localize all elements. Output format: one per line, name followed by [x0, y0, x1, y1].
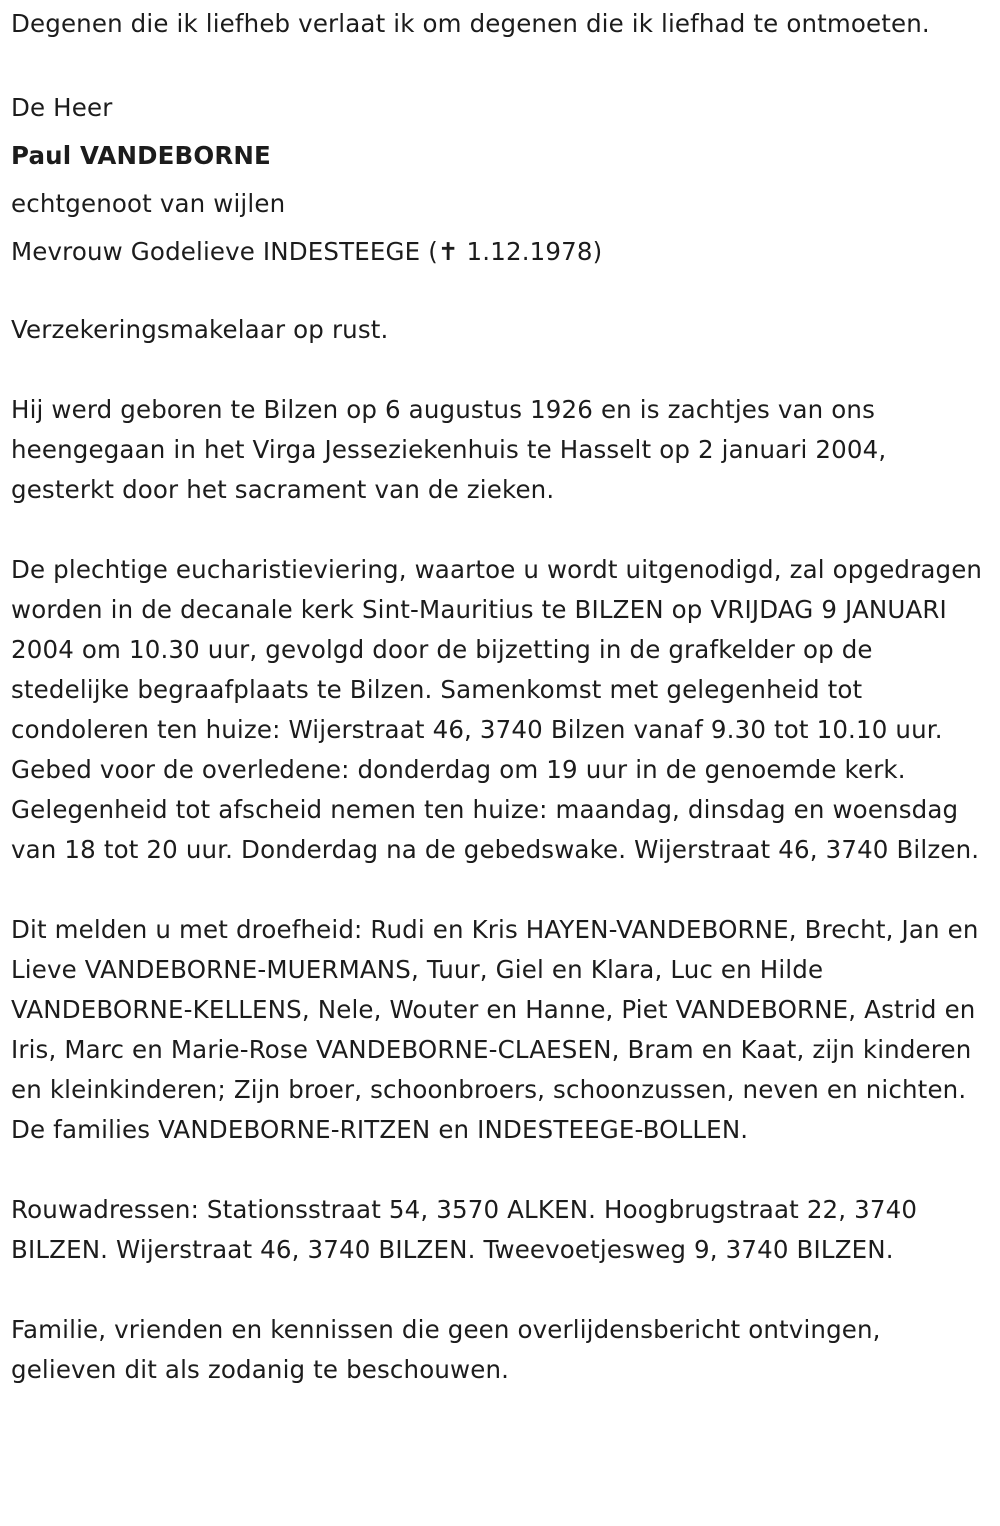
- opening-quote: Degenen die ik liefheb verlaat ik om degenen die ik liefhad te ontmoeten.: [11, 9, 930, 38]
- deceased-name: Paul VANDEBORNE: [11, 141, 271, 170]
- family-paragraph: Dit melden u met droefheid: Rudi en Kris HAYEN-VANDEBORNE, Brecht, Jan en Lieve VANDEBORNE-MUERMANS, Tuur, Giel en Klara, Luc en Hilde VANDEBORNE-KELLENS, Nele, Wouter en Hanne, Piet VANDEBORNE, Astrid en Iris, Marc en Marie-Rose VANDEBORNE-CLAESEN, Bram en Kaat, zijn kinderen en kleinkinderen; Zijn broer, schoonbroers, schoonzussen, neven en nichten. De families VANDEBORNE-RITZEN en INDESTEEGE-BOLLEN.: [11, 915, 979, 1144]
- closing-paragraph: Familie, vrienden en kennissen die geen overlijdensbericht ontvingen, gelieven dit als zodanig te beschouwen.: [11, 1315, 881, 1384]
- birth-death-paragraph: Hij werd geboren te Bilzen op 6 augustus 1926 en is zachtjes van ons heengegaan in het Virga Jesseziekenhuis te Hasselt op 2 januari 2004, gesterkt door het sacrament van de zieken.: [11, 395, 887, 504]
- honorific: De Heer: [11, 93, 113, 122]
- addresses-paragraph: Rouwadressen: Stationsstraat 54, 3570 ALKEN. Hoogbrugstraat 22, 3740 BILZEN. Wijerstraat 46, 3740 BILZEN. Tweevoetjesweg 9, 3740 BILZEN.: [11, 1195, 918, 1264]
- spouse-name: Mevrouw Godelieve INDESTEEGE (✝ 1.12.1978): [11, 237, 603, 266]
- ceremony-paragraph: De plechtige eucharistieviering, waartoe u wordt uitgenodigd, zal opgedragen worden in de decanale kerk Sint-Mauritius te BILZEN op VRIJDAG 9 JANUARI 2004 om 10.30 uur, gevolgd door de bijzetting in de grafkelder op de stedelijke begraafplaats te Bilzen. Samenkomst met gelegenheid tot condoleren ten huize: Wijerstraat 46, 3740 Bilzen vanaf 9.30 tot 10.10 uur. Gebed voor de overledene: donderdag om 19 uur in de genoemde kerk. Gelegenheid tot afscheid nemen ten huize: maandag, dinsdag en woensdag van 18 tot 20 uur. Donderdag na de gebedswake. Wijerstraat 46, 3740 Bilzen.: [11, 555, 983, 864]
- occupation-paragraph: Verzekeringsmakelaar op rust.: [11, 315, 389, 344]
- relation-text: echtgenoot van wijlen: [11, 189, 286, 218]
- deceased-header: [11, 84, 992, 276]
